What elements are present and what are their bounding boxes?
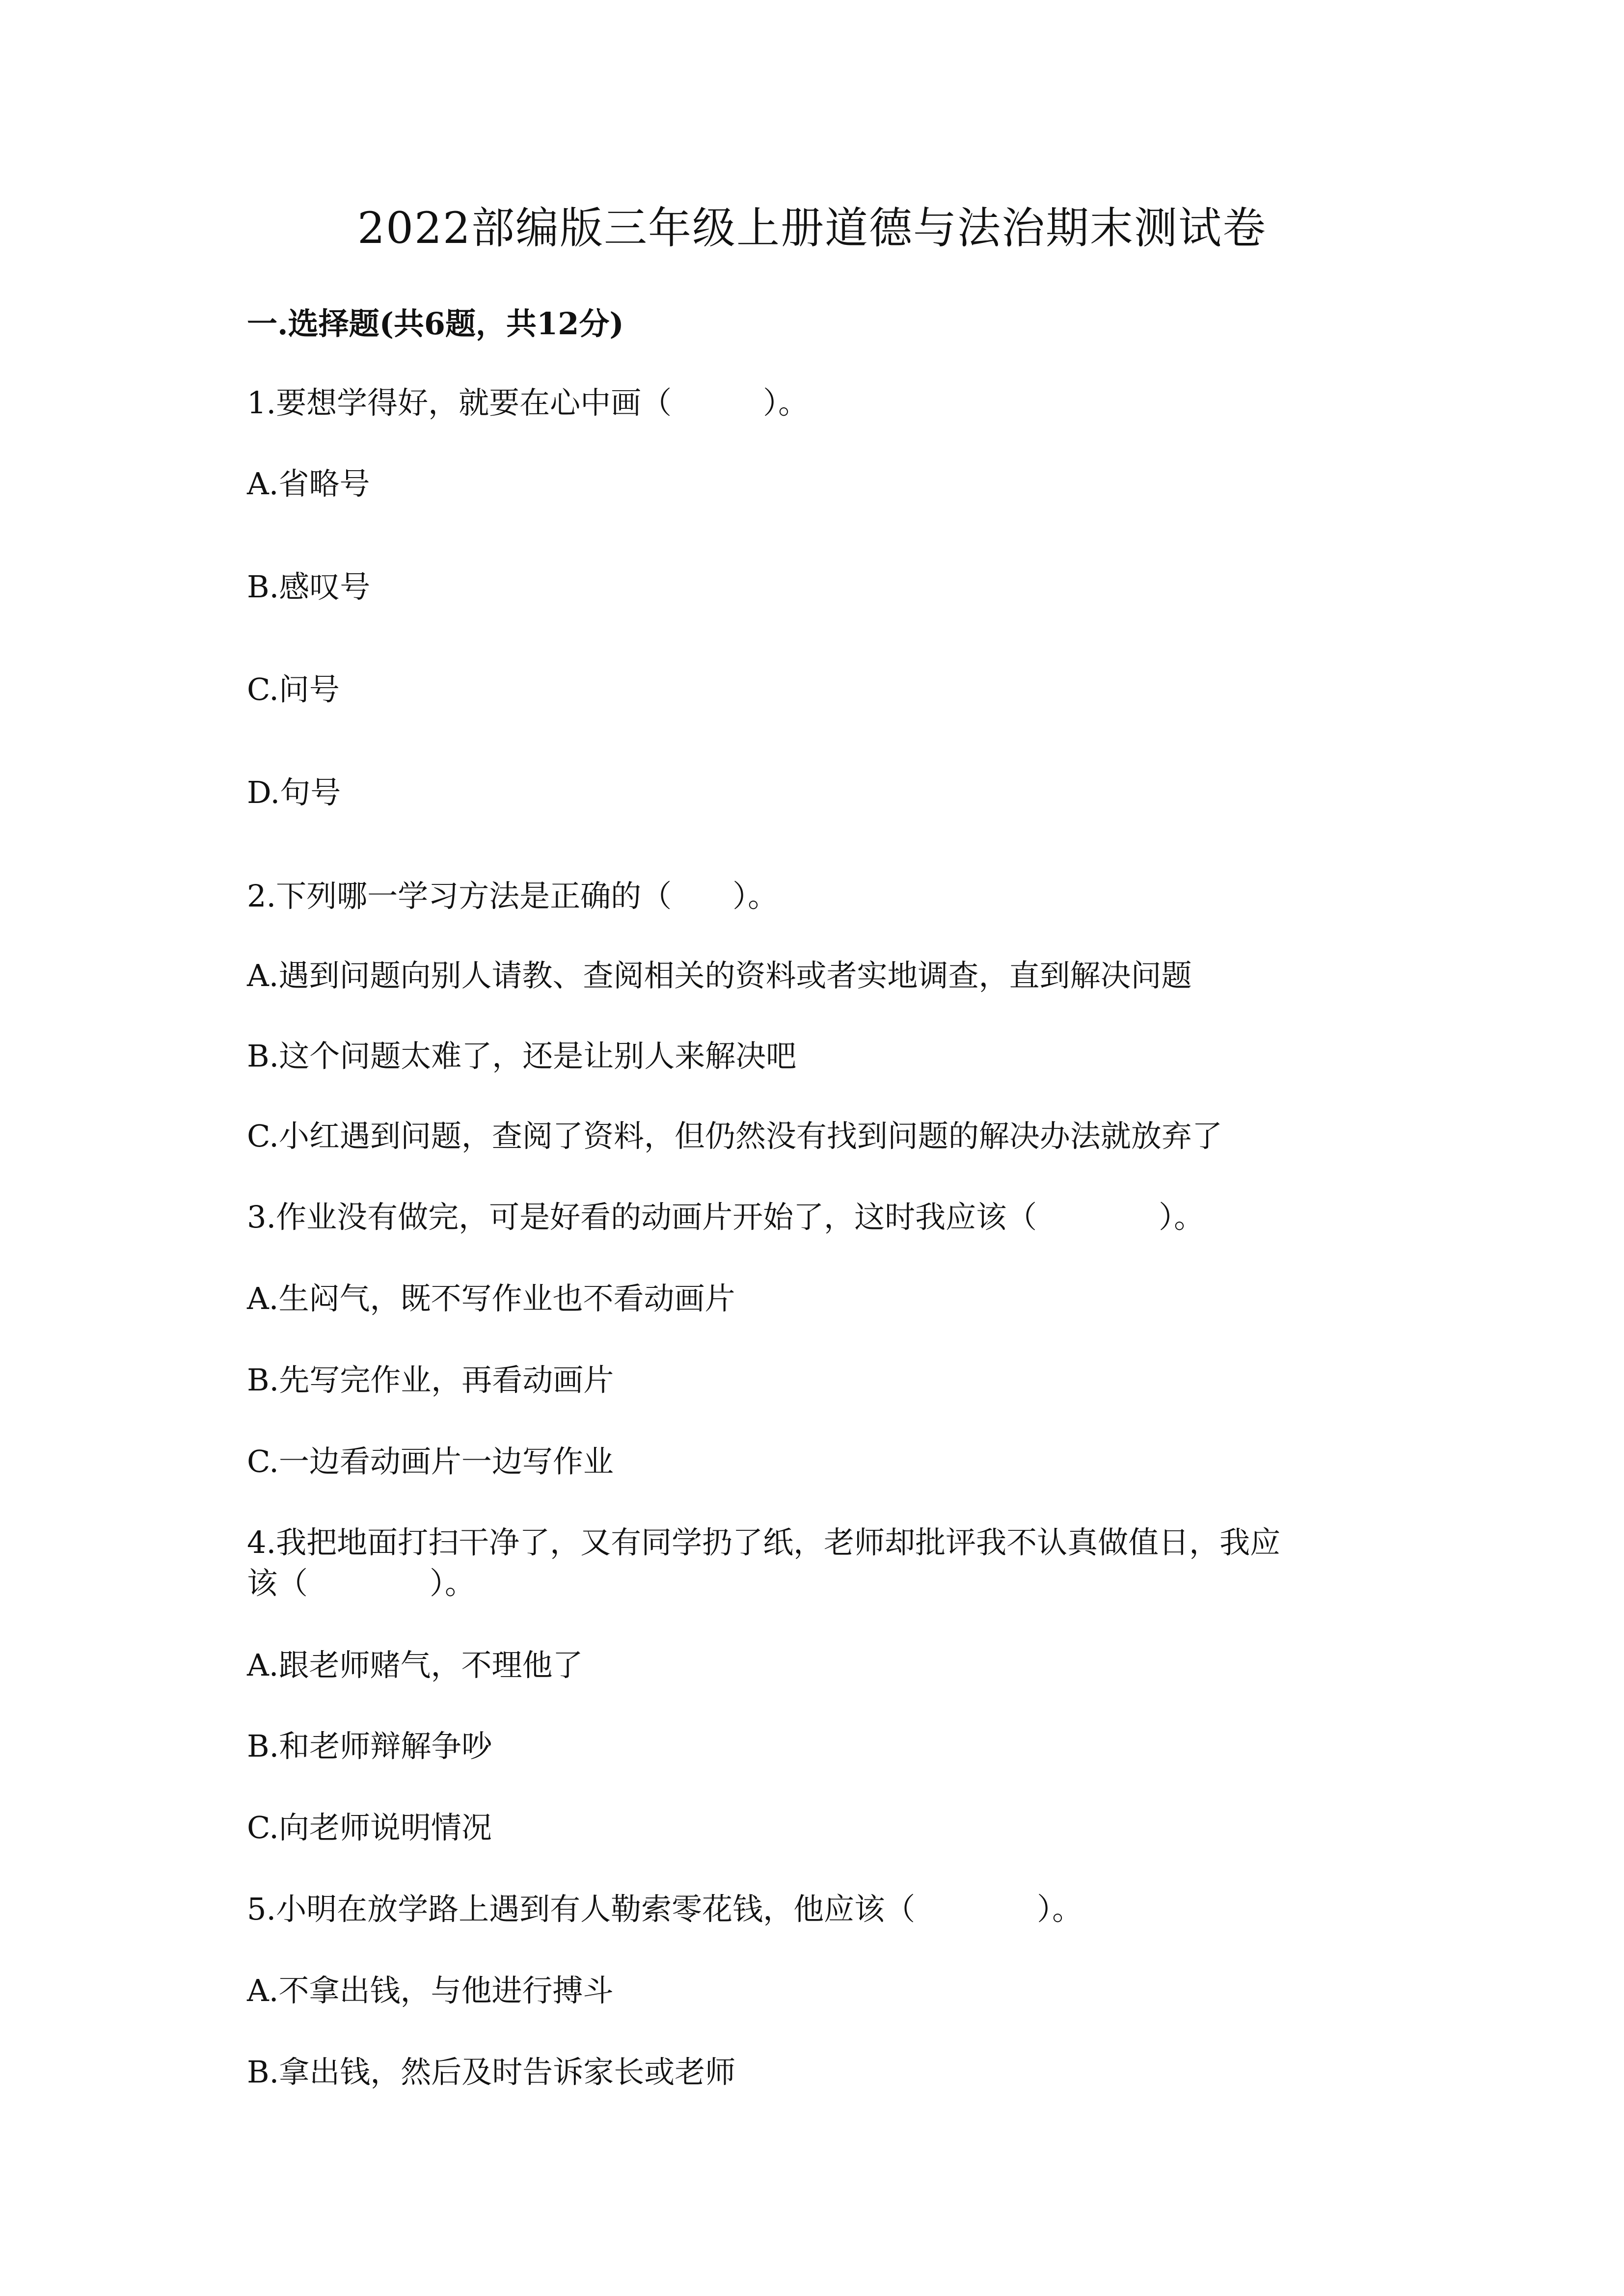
question-2-option-a: A.遇到问题向别人请教、查阅相关的资料或者实地调查，直到解决问题 [247, 958, 1192, 993]
question-2-stem: 2.下列哪一学习方法是正确的（ ）。 [247, 878, 779, 914]
question-2-option-c: C.小红遇到问题，查阅了资料，但仍然没有找到问题的解决办法就放弃了 [247, 1118, 1222, 1154]
question-4-option-a: A.跟老师赌气，不理他了 [247, 1647, 583, 1683]
question-4-stem-line2: 该（ ）。 [247, 1565, 476, 1601]
question-1-option-d: D.句号 [247, 774, 341, 810]
question-3-option-c: C.一边看动画片一边写作业 [247, 1443, 614, 1479]
question-3-option-a: A.生闷气，既不写作业也不看动画片 [247, 1281, 735, 1316]
question-4-option-c: C.向老师说明情况 [247, 1810, 492, 1845]
question-5-stem: 5.小明在放学路上遇到有人勒索零花钱，他应该（ ）。 [247, 1891, 1083, 1927]
page-title: 2022部编版三年级上册道德与法治期末测试卷 [357, 203, 1267, 253]
question-1-option-c: C.问号 [247, 671, 340, 707]
question-2-option-b: B.这个问题太难了，还是让别人来解决吧 [247, 1038, 797, 1074]
section-heading: 一.选择题(共6题，共12分) [247, 306, 624, 342]
question-1-stem: 1.要想学得好，就要在心中画（ ）。 [247, 385, 809, 421]
question-1-option-a: A.省略号 [247, 466, 370, 502]
question-3-option-b: B.先写完作业，再看动画片 [247, 1362, 614, 1398]
question-4-option-b: B.和老师辩解争吵 [247, 1728, 492, 1764]
question-5-option-a: A.不拿出钱，与他进行搏斗 [247, 1973, 614, 2008]
question-1-option-b: B.感叹号 [247, 569, 371, 605]
question-3-stem: 3.作业没有做完，可是好看的动画片开始了，这时我应该（ ）。 [247, 1199, 1205, 1235]
question-4-stem-line1: 4.我把地面打扫干净了，又有同学扔了纸，老师却批评我不认真做值日，我应 [247, 1524, 1281, 1560]
question-5-option-b: B.拿出钱，然后及时告诉家长或老师 [247, 2054, 736, 2090]
